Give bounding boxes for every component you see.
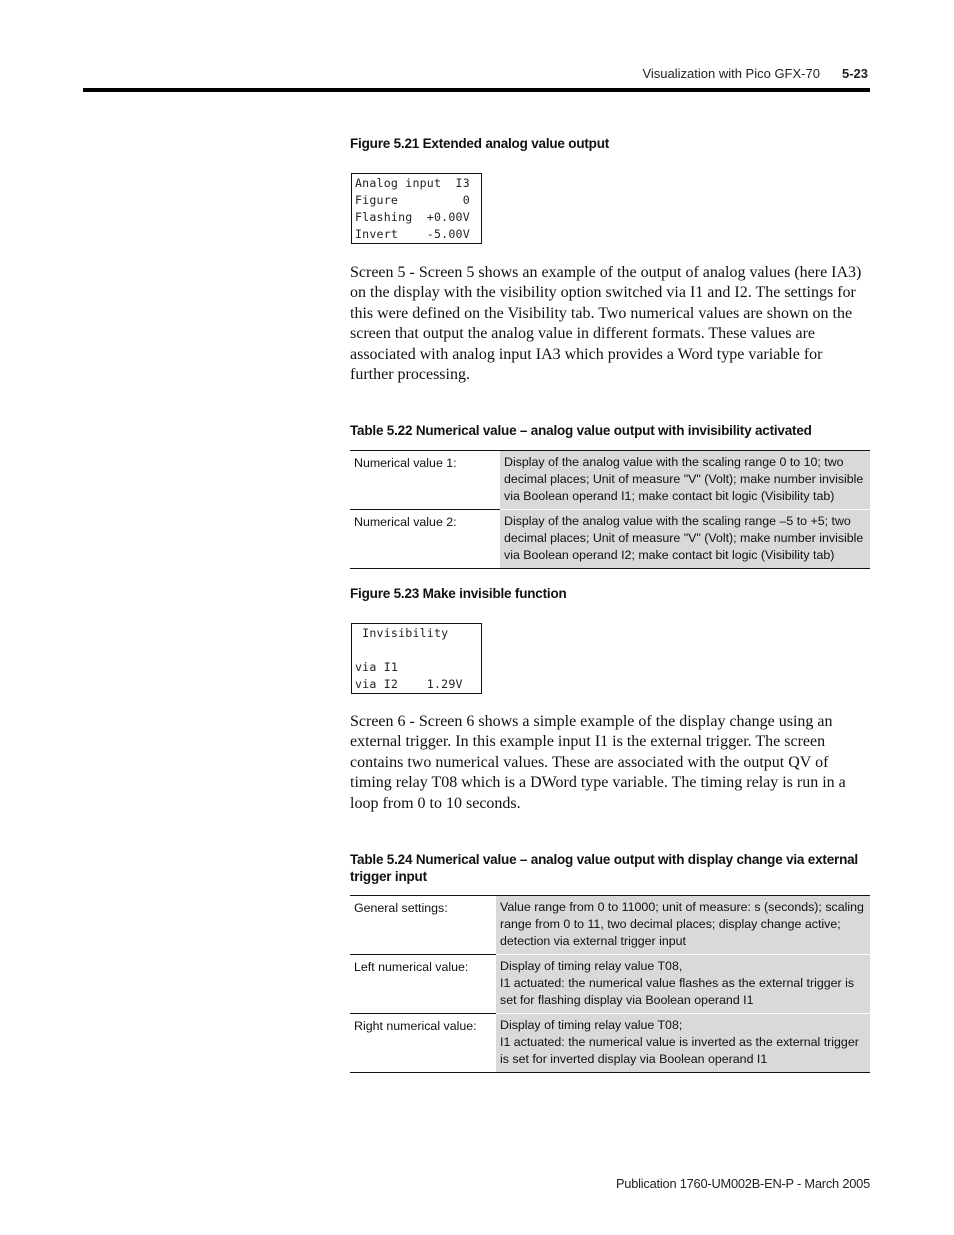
lcd-line: Invisibility (355, 626, 449, 640)
figure-5-21-caption: Figure 5.21 Extended analog value output (350, 136, 610, 151)
row-description: Display of timing relay value T08, I1 actuated: the numerical value flashes as the external trigger is set for flashing display via Boolean operand I1 (496, 954, 870, 1013)
row-label: General settings: (354, 901, 448, 915)
table-row (350, 896, 870, 954)
lcd-line: Figure 0 (355, 193, 470, 207)
row-description: Value range from 0 to 11000; unit of measure: s (seconds); scaling range from 0 to 11, two decimal places; display change active; detection via external trigger input (496, 896, 870, 954)
table-5-24 (350, 895, 870, 1073)
table-5-22-caption: Table 5.22 Numerical value – analog value output with invisibility activated (350, 423, 812, 438)
body-paragraph-screen-5: Screen 5 - Screen 5 shows an example of the output of analog values (here IA3) on the display with the visibility option switched via I1 and I2. The settings for this were defined on the Visibility tab. Two numerical values are shown on the screen that output the analog value in different formats. These values are associated with analog input IA3 which provides a Word type variable for further processing. (350, 264, 862, 384)
table-row (350, 954, 870, 1013)
table-row (350, 509, 870, 568)
row-description: Display of the analog value with the scaling range 0 to 10; two decimal places; Unit of measure "V" (Volt); make number invisible via Boolean operand I1; make contact bit logic (Visibility tab) (500, 451, 870, 509)
row-label: Right numerical value: (350, 1013, 496, 1072)
table-5-24-caption: Table 5.24 Numerical value – analog value output with display change via external trigger input (350, 852, 858, 884)
page-header (642, 66, 868, 81)
row-description: Display of the analog value with the scaling range –5 to +5; two decimal places; Unit of measure "V" (Volt); make number invisible via Boolean operand I2; make contact bit logic (Visibility tab) (500, 509, 870, 568)
section-title: Visualization with Pico GFX-70 (642, 66, 820, 81)
lcd-line: Flashing +0.00V (355, 210, 470, 224)
body-paragraph-screen-6: Screen 6 - Screen 6 shows a simple example of the display change using an external trigger. In this example input I1 is the external trigger. The screen contains two numerical values. These are associated with the output QV of timing relay T08 which is a DWord type variable. The timing relay is run in a loop from 0 to 10 seconds. (350, 713, 846, 812)
lcd-display-analog (351, 173, 482, 244)
lcd-line (355, 642, 481, 659)
figure-5-23-caption: Figure 5.23 Make invisible function (350, 586, 567, 601)
row-label: Numerical value 2: (350, 509, 500, 568)
table-row (350, 1013, 870, 1072)
row-label: Left numerical value: (350, 954, 496, 1013)
lcd-line: via I2 1.29V (355, 677, 463, 691)
lcd-line: via I1 (355, 660, 399, 674)
lcd-line: Analog input I3 (355, 176, 470, 190)
row-description: Display of timing relay value T08; I1 actuated: the numerical value is inverted as the external trigger is set for inverted display via Boolean operand I1 (496, 1013, 870, 1072)
header-rule (83, 88, 870, 92)
publication-footer: Publication 1760-UM002B-EN-P - March 2005 (615, 1176, 870, 1191)
table-row (350, 451, 870, 509)
row-label: Numerical value 1: (354, 456, 457, 470)
table-5-22 (350, 450, 870, 569)
page-number: 5-23 (841, 66, 868, 81)
lcd-line: Invert -5.00V (355, 227, 470, 241)
lcd-display-invisibility (351, 623, 482, 694)
